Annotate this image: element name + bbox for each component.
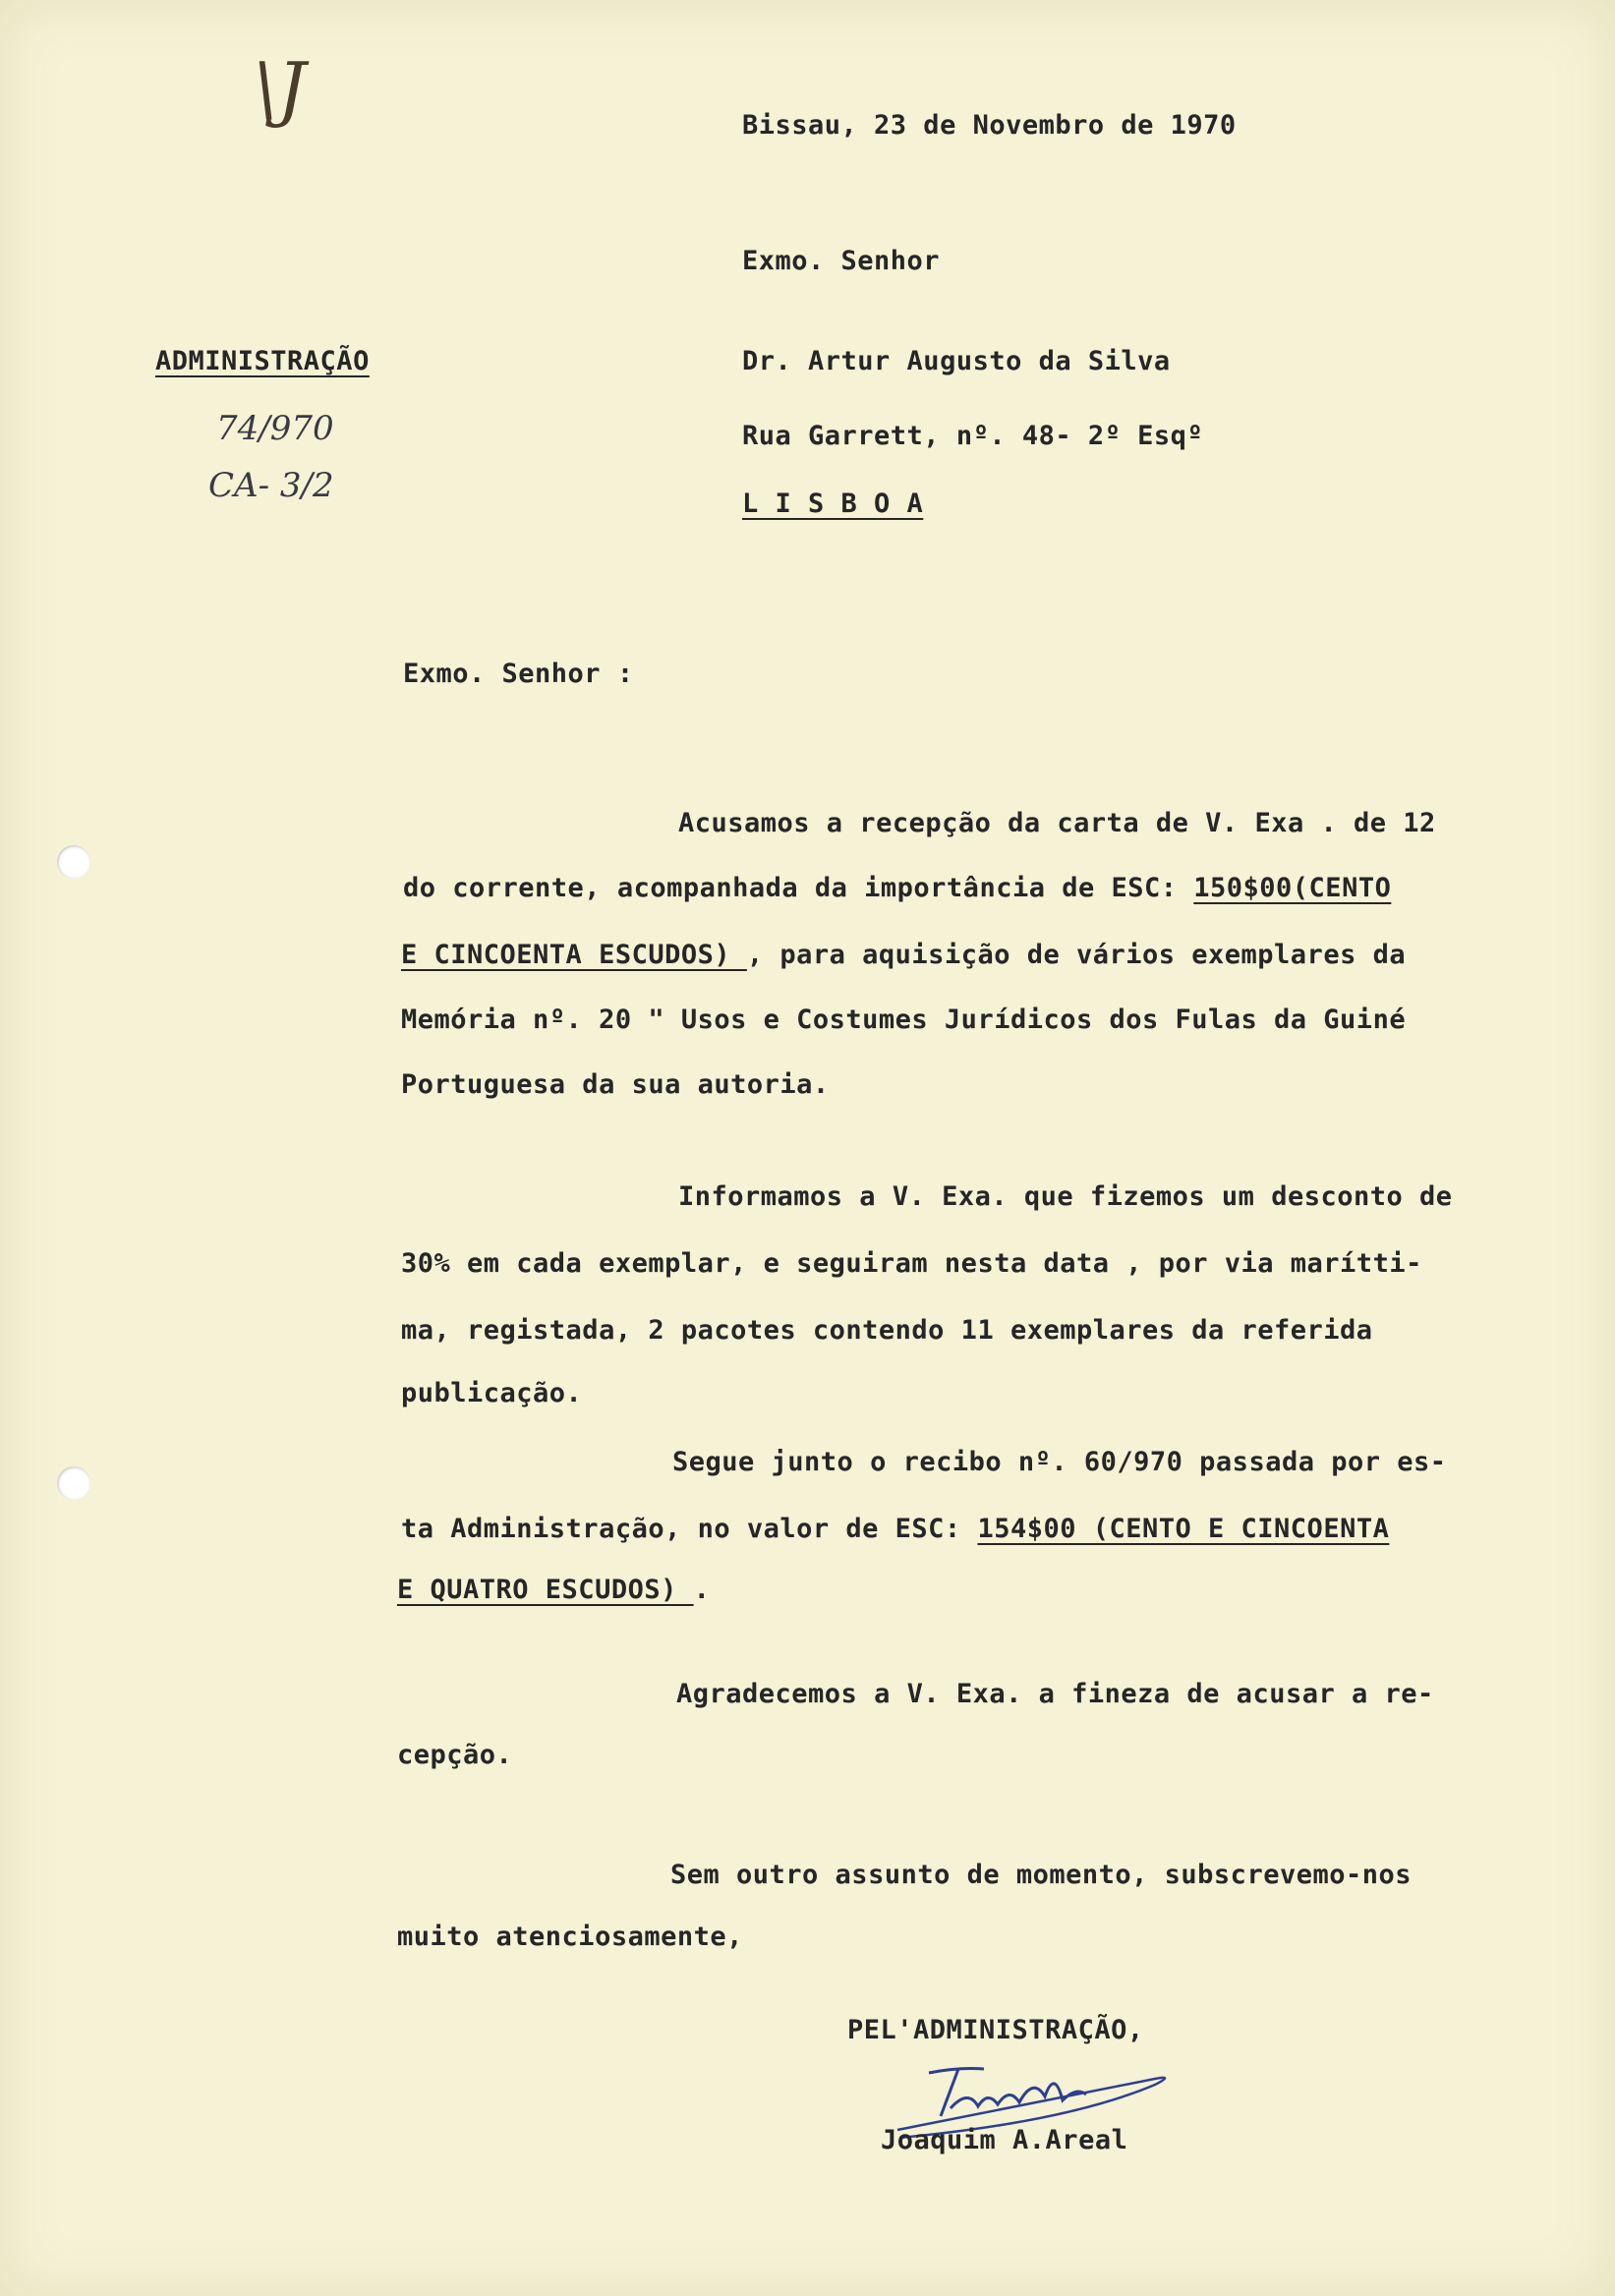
p3-line-3	[397, 1575, 710, 1605]
p3-line-1: Segue junto o recibo nº. 60/970 passada por es-	[672, 1447, 1447, 1477]
signatory-name: Joaquim A.Areal	[881, 2125, 1128, 2155]
reference-department: ADMINISTRAÇÃO	[155, 346, 370, 376]
p1-line-2-text: do corrente, acompanhada da importância de ESC:	[403, 873, 1194, 903]
recipient-address: Rua Garrett, nº. 48- 2º Esqº	[742, 421, 1204, 451]
p1-line-1: Acusamos a recepção da carta de V. Exa . de 12	[678, 808, 1436, 838]
p4-line-1: Agradecemos a V. Exa. a fineza de acusar a re-	[676, 1679, 1434, 1709]
p1-line-4: Memória nº. 20 " Usos e Costumes Jurídicos dos Fulas da Guiné	[401, 1004, 1407, 1035]
p2-line-1: Informamos a V. Exa. que fizemos um desconto de	[678, 1181, 1453, 1212]
greeting: Exmo. Senhor :	[403, 659, 634, 689]
handwritten-initial-mark: \J	[254, 47, 307, 130]
amount-received: 150$00(CENTO	[1193, 873, 1392, 903]
receipt-amount: 154$00 (CENTO E CINCOENTA	[977, 1514, 1390, 1544]
recipient-city: L I S B O A	[742, 488, 924, 519]
p4-line-2: cepção.	[397, 1740, 513, 1770]
p2-line-4: publicação.	[401, 1378, 583, 1408]
p3-line-3-end: .	[693, 1575, 711, 1605]
p2-line-2: 30% em cada exemplar, e seguiram nesta data , por via marítti-	[401, 1248, 1422, 1279]
p5-line-2: muito atenciosamente,	[397, 1922, 743, 1952]
p2-line-3: ma, registada, 2 pacotes contendo 11 exemplares da referida	[401, 1315, 1373, 1346]
recipient-name: Dr. Artur Augusto da Silva	[742, 346, 1171, 376]
punch-hole-top	[57, 845, 90, 879]
p3-line-2-text: ta Administração, no valor de ESC:	[401, 1514, 978, 1544]
p3-line-2	[401, 1514, 1389, 1544]
recipient-salutation: Exmo. Senhor	[742, 246, 941, 276]
receipt-amount-words: E QUATRO ESCUDOS)	[397, 1575, 694, 1605]
date-line: Bissau, 23 de Novembro de 1970	[742, 110, 1237, 141]
p1-line-3	[401, 940, 1406, 970]
p1-line-3-text: , para aquisição de vários exemplares da	[746, 940, 1407, 970]
amount-received-words: E CINCOENTA ESCUDOS)	[401, 940, 747, 970]
p1-line-2	[403, 873, 1391, 903]
p5-line-1: Sem outro assunto de momento, subscrevemo-nos	[670, 1860, 1412, 1890]
reference-number: 74/970	[216, 409, 334, 448]
closing-for-line: PEL'ADMINISTRAÇÃO,	[847, 2015, 1144, 2045]
punch-hole-bottom	[57, 1466, 90, 1500]
reference-code: CA- 3/2	[208, 466, 334, 505]
p1-line-5: Portuguesa da sua autoria.	[401, 1069, 830, 1100]
